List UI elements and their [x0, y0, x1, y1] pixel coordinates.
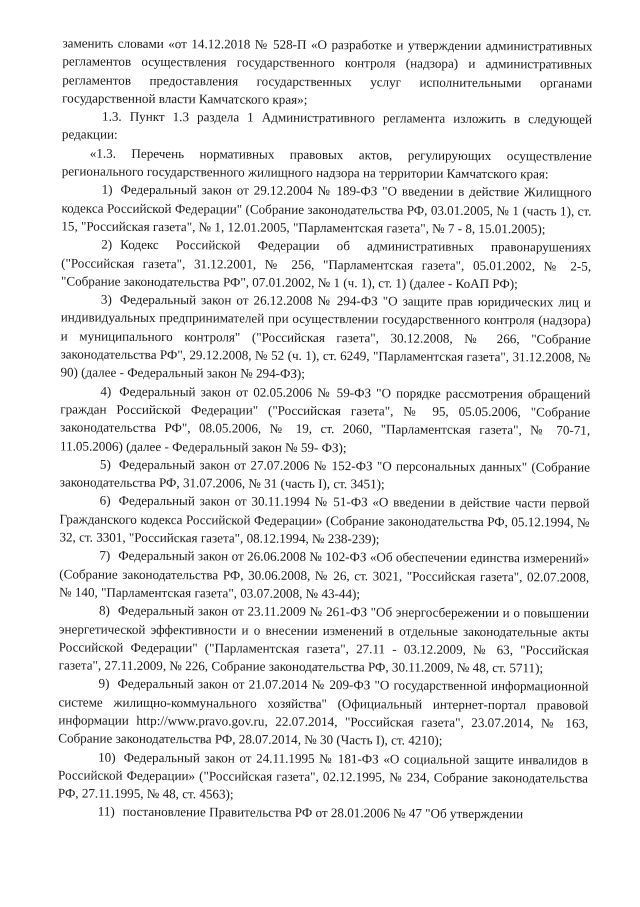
paragraph-clause-1-3: 1.3. Пункт 1.3 раздела 1 Административного регламента изложить в следующей редакции: — [61, 108, 593, 143]
list-item — [60, 291, 591, 386]
list-item — [60, 382, 590, 458]
list-item — [61, 236, 591, 294]
list-item-text: Федеральный закон от 26.12.2008 № 294-ФЗ "О защите прав юридических лиц и индивидуальных предпринимателей при осуществлении государственного контроля (надзора) и муниципального контроля" ("Российская газета", 30.12.2008, № 266, "Собрание законодательства РФ", 29.12.2008, № 52 (ч. 1), ст. 6249, "Парламентская газета", 31.12.2008, № 90) (далее - Федеральный закон № 294-ФЗ); — [60, 291, 591, 382]
list-item-number: 10) — [98, 749, 116, 765]
list-item-text: Федеральный закон от 02.05.2006 № 59-ФЗ "О порядке рассмотрения обращений граждан Российской Федерации" ("Российская газета", № 95, 05.05.2006, "Собрание законодательства РФ", 08.05.2006, № 19, ст. 2060, "Парламентская газета", № 70-71, 11.05.2006) (далее - Федеральный закон № 59- ФЗ); — [59, 383, 591, 455]
paragraph-amendment-text: заменить словами «от 14.12.2018 № 528-П «О разработке и утверждении административных регламентов осуществления государственного контроля (надзора) и административных регламентов предоставления государственных услуг исполнительными органами государственной власти Камчатского края»; — [62, 35, 593, 107]
list-item-number: 8) — [98, 602, 110, 618]
list-item — [59, 602, 589, 678]
list-item-text: Федеральный закон от 23.11.2009 № 261-ФЗ "Об энергосбережении и о повышении энергетической эффективности и о внесении изменений в отдельные законодательные акты Российской Федерации" ("Парламентская газета", 27.11 - 03.12.2009, № 63, "Российская газета", 27.11.2009, № 226, Собрание законодательства РФ, 30.11.2009, № 48, ст. 5711); — [58, 602, 590, 676]
list-item-number: 7) — [99, 547, 111, 564]
list-item-text: Федеральный закон от 24.11.1995 № 181-ФЗ «О социальной защите инвалидов в Российской Федерации» ("Российская газета", 02.12.1995, № 234, Собрание законодательства РФ, 27.11.1995, № 48, ст. 4563); — [57, 749, 589, 802]
list-item-number: 11) — [97, 804, 115, 820]
list-item-text: Федеральный закон от 21.07.2014 № 209-ФЗ "О государственной информационной системе жилищно-коммунального хозяйства" (Официальный интернет-портал правовой информации http://www.pravo.gov.ru, 22.07.2014, "Российская газета", 23.07.2014, № 163, Собрание законодательства РФ, 28.07.2014, № 30 (Часть I), ст. 4210); — [58, 676, 589, 749]
list-item-text: Федеральный закон от 30.11.1994 № 51-ФЗ «О введении в действие части первой Гражданского кодекса Российской Федерации» (Собрание законодательства РФ, 05.12.1994, № 32, ст. 3301, "Российская газета", 08.12.1994, № 238-239); — [59, 493, 590, 547]
list-item — [59, 492, 589, 550]
list-item-number: 9) — [98, 676, 110, 692]
list-item-text: Кодекс Российской Федерации об административных правонарушениях ("Российская газета", 31.12.2001, № 256, "Парламентская газета", 05.01.2002, № 2-5, "Собрание законодательства РФ", 07.01.2002, № 1 (ч. 1), ст. 1) (далее - КоАП РФ); — [60, 237, 592, 292]
list-item — [58, 803, 588, 825]
list-item-text: постановление Правительства РФ от 28.01.2006 № 47 "Об утверждении — [122, 804, 524, 822]
list-item — [58, 675, 588, 751]
list-item-number: 1) — [101, 182, 113, 198]
paragraph-list-intro: «1.3. Перечень нормативных правовых актов, регулирующих осуществление регионального государственного жилищного надзора на территории Камчатского края: — [61, 145, 592, 182]
list-item-number: 5) — [99, 456, 111, 472]
list-item-text: Федеральный закон от 27.07.2006 № 152-ФЗ "О персональных данных" (Собрание законодательства РФ, 31.07.2006, № 31 (часть I), ст. 3451); — [59, 456, 590, 492]
list-item-text: Федеральный закон от 26.06.2008 № 102-ФЗ «Об обеспечении единства измерений» (Собрание законодательства РФ, 30.06.2008, № 26, ст. 3021, "Российская газета", 02.07.2008, № 140, "Парламентская газета", 03.07.2008, № 43-44); — [59, 548, 590, 602]
list-item-text: Федеральный закон от 29.12.2004 № 189-ФЗ "О введении в действие Жилищного кодекса Российской Федерации" (Собрание законодательства РФ, 03.01.2005, № 1 (часть 1), ст. 15, "Российская газета", № 1, 12.01.2005, "Парламентская газета", № 7 - 8, 15.01.2005); — [61, 182, 592, 237]
list-item — [60, 455, 590, 495]
list-item-number: 3) — [100, 291, 112, 307]
list-item — [59, 547, 589, 605]
list-item-number: 6) — [99, 493, 111, 509]
list-item-number: 4) — [100, 383, 112, 399]
list-item — [58, 748, 588, 806]
list-item — [61, 181, 591, 239]
list-item-number: 2) — [101, 236, 113, 252]
